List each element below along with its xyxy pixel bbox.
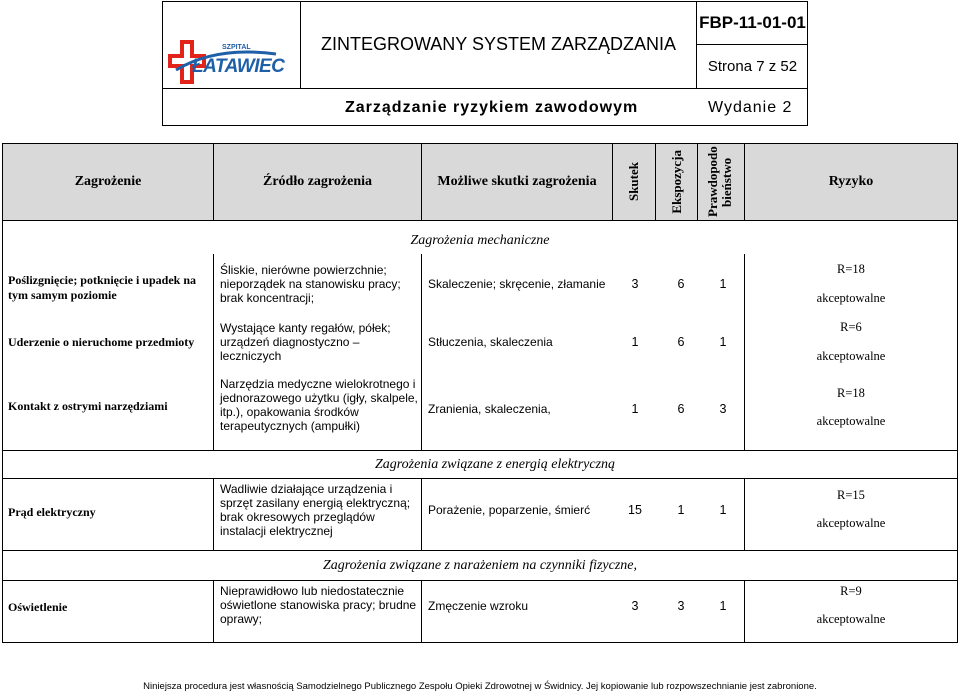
row-source: Wystające kanty regałów, półek; urządzeń diagnostyczno – leczniczych — [220, 321, 391, 363]
row-exposure: 1 — [677, 503, 685, 517]
row-risk-level: akceptowalne — [816, 349, 886, 363]
table-row: Oświetlenie — [8, 599, 68, 614]
row-probability: 1 — [719, 335, 727, 349]
row-probability: 1 — [719, 599, 727, 613]
document-subtitle: Zarządzanie ryzykiem zawodowym — [345, 98, 639, 116]
row-severity: 1 — [631, 402, 639, 416]
row-risk-level: akceptowalne — [816, 291, 886, 305]
row-risk: R=6 — [840, 320, 862, 334]
section-title-electrical: Zagrożenia związane z energią elektryczną — [374, 456, 616, 472]
row-effects: Zmęczenie wzroku — [428, 599, 529, 613]
row-risk: R=18 — [837, 262, 865, 276]
table-row: Prąd elektryczny — [8, 504, 96, 519]
table-row: Poślizgnięcie; potknięcie i upadek na tym samym poziomie — [8, 273, 197, 302]
row-severity: 15 — [628, 503, 642, 517]
col-header-source: Źródło zagrożenia — [262, 174, 372, 189]
col-header-exposure: Ekspozycja — [668, 150, 684, 214]
logo-name-text: ŁATAWIEC — [192, 56, 285, 77]
table-row: Kontakt z ostrymi narzędziami — [8, 398, 168, 413]
footer-notice: Niniejsza procedura jest własnością Samodzielnego Publicznego Zespołu Opieki Zdrowotnej w Świdnicy. Jej kopiowanie lub rozpowszechnianie jest zabronione. — [143, 681, 817, 692]
row-effects: Porażenie, poparzenie, śmierć — [428, 503, 591, 517]
row-source: Wadliwie działające urządzenia i sprzęt zasilany energią elektryczną; brak okresowych przeglądów instalacji elektrycznej — [220, 482, 411, 538]
row-risk: R=18 — [837, 386, 865, 400]
row-risk-level: akceptowalne — [816, 612, 886, 626]
row-probability: 1 — [719, 277, 727, 291]
section-title-physical: Zagrożenia związane z narażeniem na czynniki fizyczne, — [322, 557, 638, 573]
row-exposure: 6 — [677, 277, 685, 291]
row-severity: 1 — [631, 335, 639, 349]
row-exposure: 3 — [677, 599, 685, 613]
logo-top-text: SZPITAL — [222, 44, 251, 51]
row-risk-level: akceptowalne — [816, 516, 886, 530]
row-source: Śliskie, nierówne powierzchnie; nieporządek na stanowisku pracy; brak koncentracji; — [220, 263, 401, 305]
document-code: FBP-11-01-01 — [699, 12, 806, 32]
row-risk: R=9 — [840, 584, 862, 598]
row-risk-level: akceptowalne — [816, 414, 886, 428]
table-row: Uderzenie o nieruchome przedmioty — [8, 334, 195, 349]
col-header-effects: Możliwe skutki zagrożenia — [437, 174, 597, 189]
edition-label: Wydanie 2 — [708, 98, 793, 116]
col-header-hazard: Zagrożenie — [74, 174, 142, 189]
row-probability: 3 — [719, 402, 727, 416]
row-severity: 3 — [631, 599, 639, 613]
col-header-severity: Skutek — [626, 162, 641, 202]
row-probability: 1 — [719, 503, 727, 517]
col-header-risk: Ryzyko — [828, 174, 874, 189]
row-effects: Stłuczenia, skaleczenia — [428, 335, 553, 349]
row-risk: R=15 — [837, 488, 865, 502]
row-source: Narzędzia medyczne wielokrotnego i jednorazowego użytku (igły, skalpele, itp.), opakowania środków terapeutycznych (ampułki) — [220, 377, 418, 433]
row-source: Nieprawidłowo lub niedostatecznie oświetlone stanowiska pracy; brudne oprawy; — [220, 584, 417, 626]
row-effects: Skaleczenie; skręcenie, złamanie — [428, 277, 606, 291]
page-number: Strona 7 z 52 — [707, 58, 798, 75]
row-exposure: 6 — [677, 402, 685, 416]
row-severity: 3 — [631, 277, 639, 291]
row-effects: Zranienia, skaleczenia, — [428, 402, 551, 416]
system-title: ZINTEGROWANY SYSTEM ZARZĄDZANIA — [320, 34, 677, 54]
section-title-mechanical: Zagrożenia mechaniczne — [410, 233, 550, 248]
row-exposure: 6 — [677, 335, 685, 349]
col-header-probability: Prawdopodo bieństwo — [705, 146, 734, 218]
